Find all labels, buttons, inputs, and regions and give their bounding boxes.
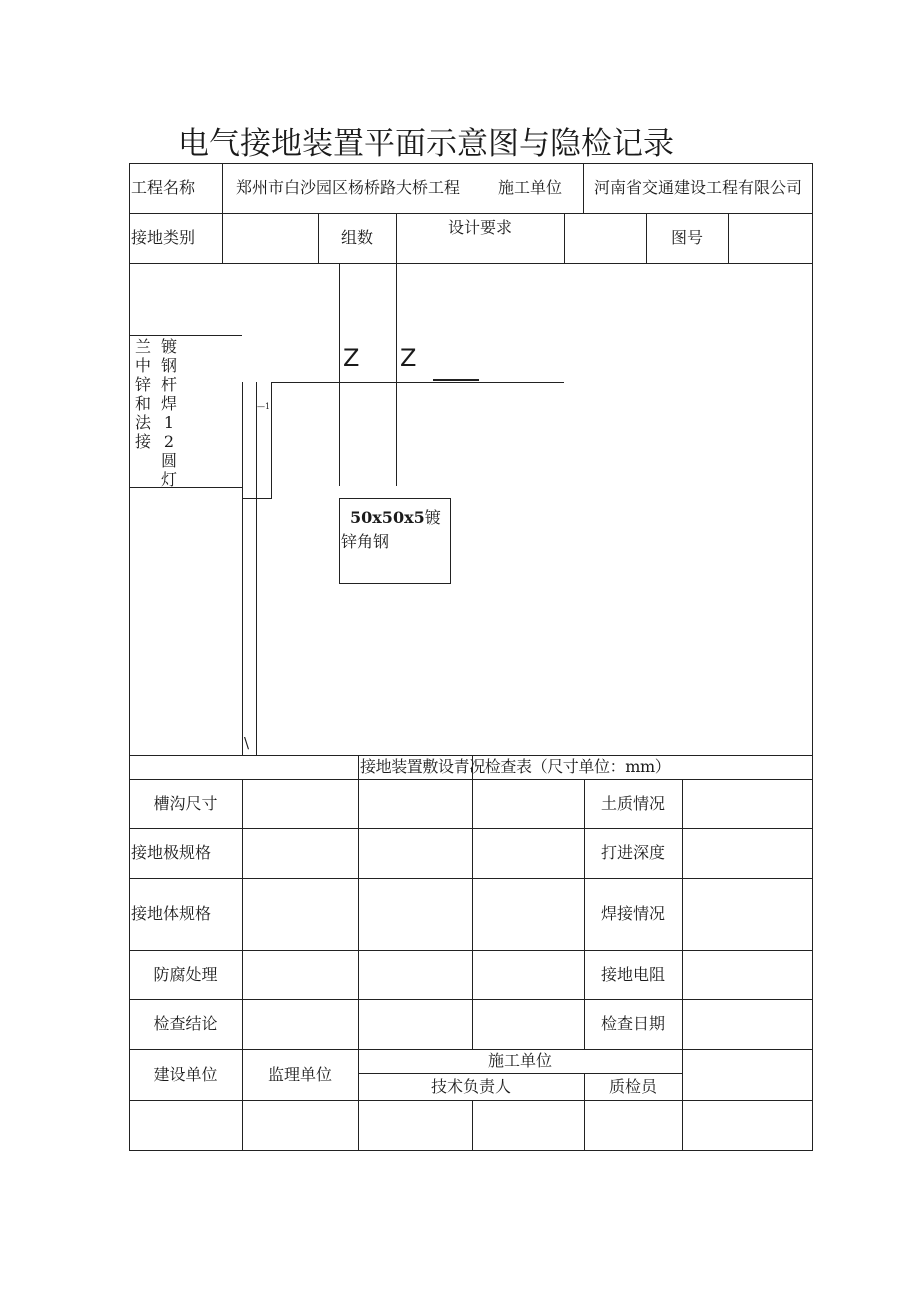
design-req-label: 设计要求 (447, 218, 512, 237)
main-ground-line (271, 382, 564, 383)
project-name-value: 郑州市白沙园区杨桥路大桥工程 (235, 178, 460, 197)
backslash-mark: \ (244, 734, 250, 752)
sign-tech-lead: 技术负责人 (430, 1076, 511, 1096)
ground-conductor-right (256, 382, 257, 755)
left-note-col1: 兰中锌和法接 (134, 337, 151, 451)
construction-unit-label: 施工单位 (497, 178, 562, 197)
left-note-col2: 镀钢杆焊12圆灯 (160, 337, 177, 489)
angle-steel-text-a: 镀 (424, 508, 441, 527)
sign-qc: 质检员 (608, 1076, 657, 1096)
conductor-joint-line (242, 498, 271, 499)
col-divider (564, 213, 565, 263)
row-label-resistance: 接地电阻 (600, 964, 665, 984)
ground-conductor-inner (271, 382, 272, 499)
zz-mark-2: Z (400, 344, 417, 372)
sign-construction-unit: 施工单位 (487, 1051, 552, 1070)
sign-supervision-unit: 监理单位 (267, 1064, 332, 1084)
note-top-line (129, 335, 242, 336)
ground-conductor-left (242, 382, 243, 755)
note-bottom-line (129, 487, 242, 488)
row-label-trench: 槽沟尺寸 (153, 793, 218, 813)
row-label-depth: 打进深度 (600, 843, 665, 862)
sign-build-unit: 建设单位 (153, 1064, 218, 1084)
col-divider (358, 755, 359, 779)
electrode-line-1 (339, 263, 340, 486)
col-divider (728, 213, 729, 263)
angle-steel-spec: 50x50x5 (350, 508, 425, 527)
row-label-body-spec: 接地体规格 (131, 904, 212, 923)
row-divider (129, 1100, 813, 1101)
col-divider (583, 163, 584, 213)
row-label-conclusion: 检查结论 (153, 1014, 218, 1033)
inspection-table-title: 接地装置敷设青况检查表（尺寸单位：mm） (360, 757, 671, 776)
group-count-label: 组数 (340, 228, 373, 247)
ground-type-label: 接地类别 (131, 228, 196, 247)
row-label-anticorrosion: 防腐处理 (153, 964, 218, 984)
electrode-line-2 (396, 263, 397, 486)
underline-mark (433, 379, 479, 381)
col-divider (472, 779, 473, 1049)
col-divider (472, 1100, 473, 1151)
project-name-label: 工程名称 (131, 178, 196, 197)
row-divider (129, 263, 813, 264)
row-label-electrode-spec: 接地极规格 (131, 843, 212, 862)
row-label-date: 检查日期 (600, 1014, 665, 1033)
row-label-weld: 焊接情况 (600, 904, 665, 923)
row-divider (129, 755, 813, 756)
col-divider (682, 779, 683, 1151)
construction-unit-value: 河南省交通建设工程有限公司 (593, 178, 802, 197)
zz-mark-1: Z (343, 344, 360, 372)
angle-steel-spec-line (350, 505, 441, 528)
col-divider (222, 163, 223, 263)
row-label-soil: 土质情况 (600, 793, 665, 813)
angle-steel-text-b: 锌角钢 (341, 532, 390, 551)
page-title: 电气接地装置平面示意图与隐检记录 (178, 126, 674, 162)
drawing-no-label: 图号 (670, 228, 703, 247)
small-mark: —1 (257, 402, 271, 411)
